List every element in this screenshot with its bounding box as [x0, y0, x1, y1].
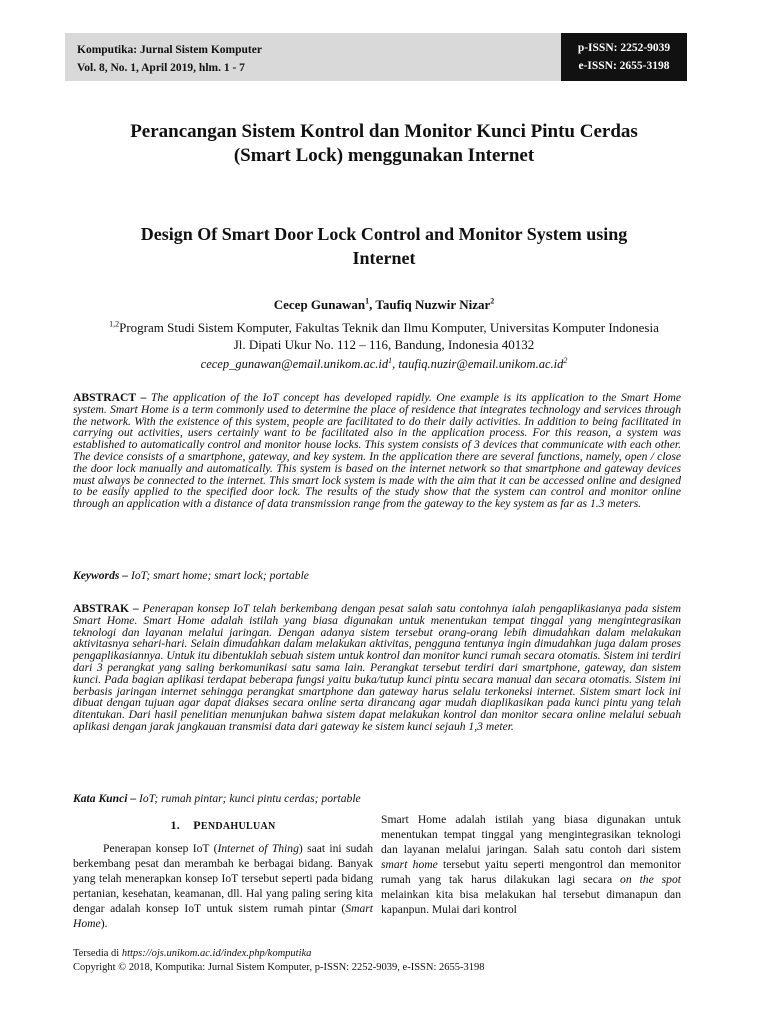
left-text-2: ) saat ini sudah berkembang pesat dan merambah ke berbagai bidang. Banyak yang telah menerapkan konsep IoT tersebut seperti pada bidang pertanian, kesehatan, keamanan, dll. Hal yang paling sering kita dengar adalah konsep IoT untuk sistem rumah pintar ( — [73, 842, 374, 915]
keywords-en-text: IoT; smart home; smart lock; portable — [130, 569, 309, 582]
left-italic-2: Smart Home — [73, 902, 373, 930]
abstract-id-text: Penerapan konsep IoT telah berkembang dengan pesat salah satu contohnya ialah pengaplikasianya pada sistem Smart Home. Smart Home adalah istilah yang biasa digunakan untuk menentukan tempat tinggal yang mengintegrasikan teknologi dan layanan melalui jaringan. Dengan adanya sistem tersebut orang-orang lebih dimudahkan dalam melakukan aktivitasnya sehari-hari. Selain dimudahkan dalam melakukan aktivitas, pengguna tentunya ingin dimudahkan juga dalam proses pengaplikasiannya. Untuk itu dibentuklah sebuah sistem untuk kontrol dan monitor kunci rumah secara otomatis. Sistem ini terdiri dari 3 perangkat yang saling berkomunikasi satu sama lain. Perangkat tersebut terdiri dari smartphone, gateway, dan sistem kunci. Pada bagian aplikasi terdapat beberapa fungsi yaitu buka/tutup kunci pintu secara manual dan secara otomatis. Sistem ini berbasis jaringan internet sehingga perangkat smartphone dan gateway harus selalu terkoneksi internet. Sistem smart lock ini dibuat dengan tujuan agar dapat diakses secara online serta dirancang agar mudah diaplikasikan pada kunci pintu yang telah ditentukan. Dari hasil penelitian menunjukan bahwa sistem dapat melakukan kontrol dan monitor secara online melalui sebuah aplikasi dengan jarak jangkauan transmisi data dari gateway ke sistem kunci sejauh 1,3 meter. — [73, 602, 681, 733]
affil-sup: 1,2 — [109, 319, 120, 329]
affiliation — [70, 319, 698, 353]
email-2[interactable]: taufiq.nuzir@email.unikom.ac.id — [398, 357, 564, 371]
title-en-line1: Design Of Smart Door Lock Control and Monitor System using — [140, 224, 628, 244]
title-english — [90, 222, 678, 270]
section-number: 1. — [170, 818, 181, 832]
section-title-rest: ENDAHULUAN — [200, 821, 276, 832]
affil-line2: Jl. Dipati Ukur No. 112 – 116, Bandung, Indonesia 40132 — [233, 337, 535, 352]
right-italic-1: smart home — [381, 858, 438, 871]
avail-label: Tersedia di — [73, 948, 122, 959]
section-heading — [73, 818, 373, 834]
abstract-en-label: ABSTRACT – — [73, 391, 151, 404]
author-1: Cecep Gunawan — [273, 297, 366, 312]
title-indonesian — [90, 120, 678, 168]
author-1-sup: 1 — [365, 296, 370, 306]
email-2-sup: 2 — [563, 355, 568, 365]
right-italic-2: on the spot — [620, 873, 682, 886]
author-2-sup: 2 — [490, 296, 495, 306]
emails — [90, 356, 678, 373]
eissn: e-ISSN: 2655-3198 — [578, 60, 670, 72]
keywords-en-label: Keywords – — [73, 569, 131, 582]
journal-info — [65, 33, 561, 81]
abstract-en-text: The application of the IoT concept has developed rapidly. One example is its application to the Smart Home system. Smart Home is a term commonly used to determine the place of residence that integrates technology and services through the network. With the existence of this system, people are facilitated to do their daily activities. In addition to being facilitated in carrying out activities, users certainly want to be facilitated also in the application process. For this reason, a system was established to automatically control and monitor house locks. This system consists of 3 devices that communicate with each other. The device consists of a smartphone, gateway, and key system. In the application there are several functions, namely, open / close the door lock manually and automatically. This system is based on the internet network so that smartphone and gateway devices must always be connected to the internet. This smart lock system is made with the aim that it can be accessed online and designed to be easily applied to the specified door lock. The results of the study show that the system can control and monitor online through an application with a distance of data transmission range from the gateway to the key system as far as 1.3 meters. — [73, 391, 681, 511]
email-1[interactable]: cecep_gunawan@email.unikom.ac.id — [200, 357, 389, 371]
author-2: Taufiq Nuzwir Nizar — [375, 297, 491, 312]
left-column — [73, 818, 373, 931]
left-text-1: Penerapan konsep IoT ( — [103, 842, 218, 855]
avail-url[interactable]: https://ojs.unikom.ac.id/index.php/komputika — [121, 948, 312, 959]
keywords-id-label: Kata Kunci – — [73, 792, 140, 805]
keywords-id-text: IoT; rumah pintar; kunci pintu cerdas; portable — [139, 792, 361, 805]
affil-line1: Program Studi Sistem Komputer, Fakultas Teknik dan Ilmu Komputer, Universitas Komputer Indonesia — [119, 320, 659, 335]
left-text-3: ). — [100, 917, 108, 930]
abstract-english — [73, 392, 681, 510]
authors — [90, 296, 678, 314]
title-id-line2: (Smart Lock) menggunakan Internet — [233, 145, 535, 166]
abstract-id-label: ABSTRAK – — [73, 602, 143, 615]
journal-header — [65, 33, 687, 81]
intro-paragraph-right — [381, 812, 681, 917]
right-text-2: tersebut yaitu seperti mengontrol dan memonitor rumah yang tak harus dilakukan lagi secara — [381, 858, 681, 886]
author-sep: , — [369, 297, 376, 312]
right-column — [381, 812, 681, 917]
right-text-3: melainkan kita bisa melakukan hal tersebut dimanapun dan kapanpun. Mulai dari kontrol — [381, 888, 681, 916]
title-en-line2: Internet — [352, 248, 416, 268]
issn-box — [561, 33, 687, 81]
email-1-sup: 1 — [388, 355, 393, 365]
page-footer — [73, 947, 693, 975]
left-italic-1: Internet of Thing — [217, 842, 299, 855]
email-sep: , — [392, 357, 399, 371]
section-title-first: P — [193, 818, 201, 832]
journal-volume: Vol. 8, No. 1, April 2019, hlm. 1 - 7 — [77, 62, 245, 74]
journal-name: Komputika: Jurnal Sistem Komputer — [77, 44, 262, 56]
title-id-line1: Perancangan Sistem Kontrol dan Monitor Kunci Pintu Cerdas — [130, 121, 638, 142]
keywords-english — [73, 569, 681, 583]
pissn: p-ISSN: 2252-9039 — [577, 42, 671, 54]
abstract-indonesian — [73, 603, 681, 733]
copyright-line: Copyright © 2018, Komputika: Jurnal Sistem Komputer, p-ISSN: 2252-9039, e-ISSN: 2655-3198 — [73, 962, 485, 973]
right-text-1: Smart Home adalah istilah yang biasa digunakan untuk menentukan tempat tinggal yang mengintegrasikan teknologi dan layanan melalui jaringan. Salah satu contoh dari sistem — [381, 813, 681, 856]
availability-line — [73, 947, 693, 961]
intro-paragraph-left — [73, 841, 373, 931]
keywords-indonesian — [73, 792, 681, 806]
